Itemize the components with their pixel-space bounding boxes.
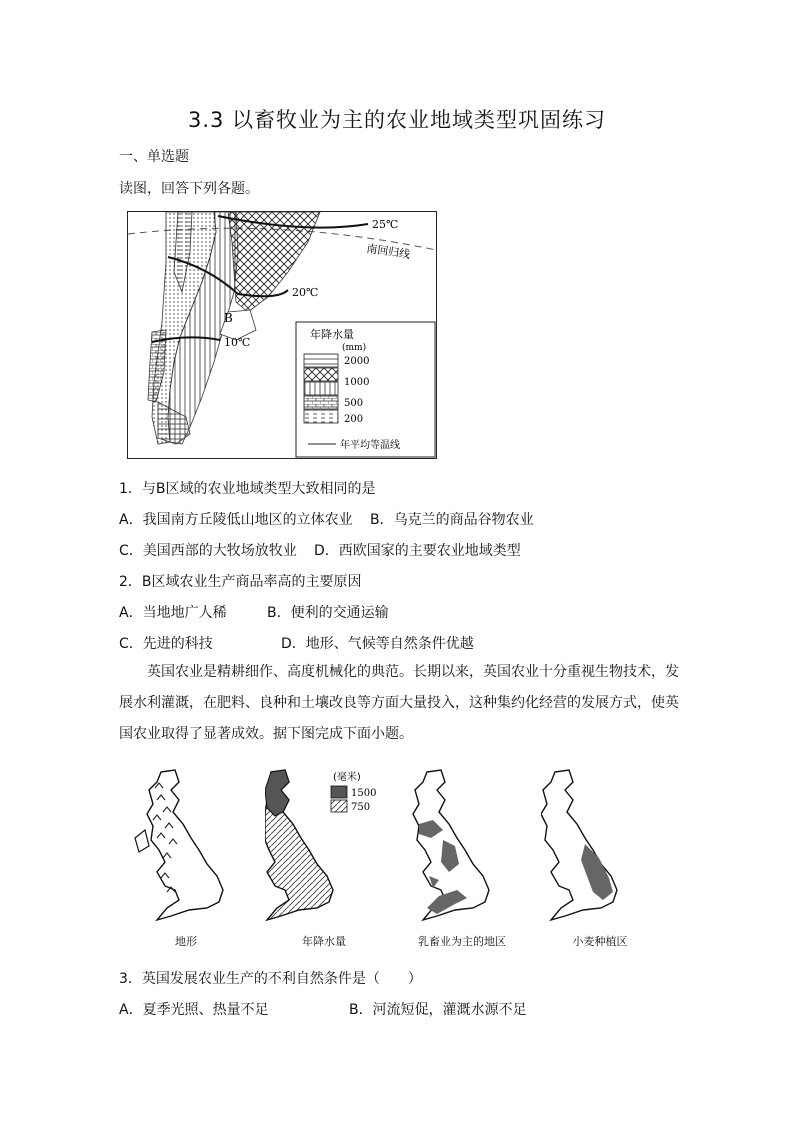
caption-dairy: 乳畜业为主的地区 [418, 935, 506, 948]
q2-option-a: A．当地地广人稀 [119, 605, 227, 621]
legend-2000: 2000 [344, 356, 370, 367]
isotherm-25-label: 25℃ [372, 218, 399, 231]
uk-passage: 英国农业是精耕细作、高度机械化的典范。长期以来，英国农业十分重视生物技术，发展水利灌溉，在肥料、良种和土壤改良等方面大量投入，这种集约化经营的发展方式，使英国农业取得了显著成效。据下图完成下面小题。 [119, 664, 679, 742]
south-america-map [127, 211, 437, 459]
map-legend [296, 322, 435, 457]
isotherm-20-label: 20℃ [292, 286, 319, 299]
q1-option-a: A．我国南方丘陵低山地区的立体农业 [119, 512, 353, 528]
uk-dairy-map [403, 768, 521, 950]
q1-option-c: C．美国西部的大牧场放牧业 [119, 543, 297, 559]
uk-terrain-map [127, 768, 245, 950]
q2-option-d: D．地形、气候等自然条件优越 [281, 636, 474, 652]
section-heading: 一、单选题 [119, 149, 189, 165]
legend-200: 200 [344, 414, 364, 425]
uk-maps-figure [127, 768, 667, 950]
region-b-label: B [224, 311, 233, 325]
legend-1000: 1000 [344, 377, 370, 388]
rain-legend-1500: 1500 [351, 788, 377, 799]
legend-isotherm: 年平均等温线 [340, 440, 400, 451]
uk-rainfall-map [265, 768, 383, 950]
q3-option-a: A．夏季光照、热量不足 [119, 1002, 269, 1018]
caption-wheat: 小麦种植区 [572, 935, 628, 948]
rain-legend-750: 750 [351, 802, 371, 813]
q3-option-b: B．河流短促，灌溉水源不足 [349, 1002, 527, 1018]
instruction-text: 读图，回答下列各题。 [119, 181, 259, 197]
q1-option-b: B．乌克兰的商品谷物农业 [370, 512, 534, 528]
question-2-stem: 2．B区域农业生产商品率高的主要原因 [119, 574, 362, 590]
question-1-stem: 1．与B区域的农业地域类型大致相同的是 [119, 481, 376, 497]
uk-wheat-map [541, 768, 659, 950]
caption-rainfall: 年降水量 [302, 935, 346, 948]
caption-terrain: 地形 [175, 935, 197, 948]
legend-unit: (mm) [342, 343, 367, 353]
tropic-label: 南回归线 [365, 242, 411, 262]
legend-500: 500 [344, 398, 364, 409]
question-3-stem: 3．英国发展农业生产的不利自然条件是（ ） [119, 971, 422, 987]
isotherm-10-label: 10℃ [224, 336, 251, 349]
q1-option-d: D．西欧国家的主要农业地域类型 [314, 543, 521, 559]
q2-option-c: C．先进的科技 [119, 636, 213, 652]
page-title: 3.3 以畜牧业为主的农业地域类型巩固练习 [187, 108, 607, 132]
legend-title: 年降水量 [310, 328, 354, 341]
rain-unit: (毫米) [333, 772, 361, 783]
q2-option-b: B．便利的交通运输 [267, 605, 389, 621]
